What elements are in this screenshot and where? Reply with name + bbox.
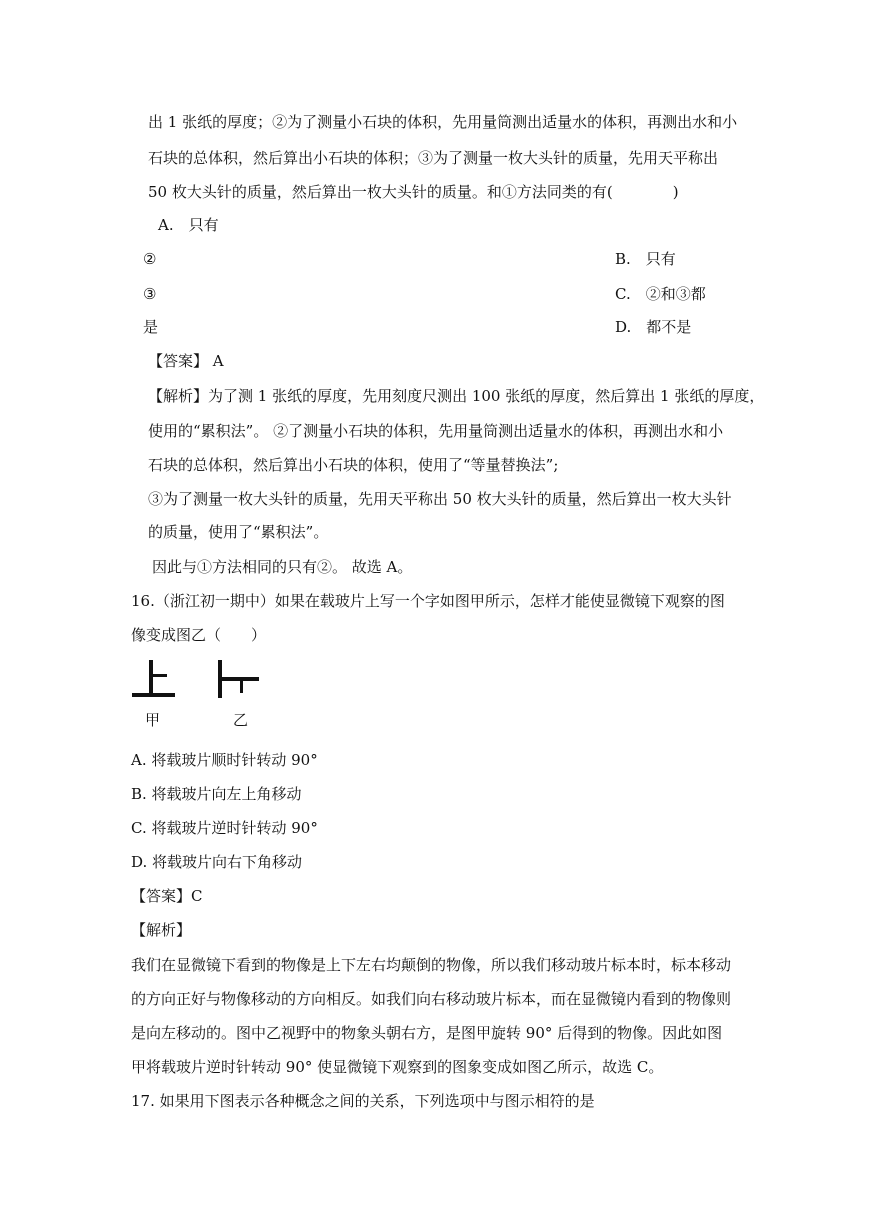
- q16-analysis-title: 【解析】: [131, 921, 192, 939]
- q16-option-a: A. 将载玻片顺时针转动 90°: [131, 751, 318, 769]
- q16-option-c: C. 将载玻片逆时针转动 90°: [131, 819, 318, 837]
- q15-analysis-line-4: ③为了测量一枚大头针的质量，先用天平称出 50 枚大头针的质量，然后算出一枚大头针: [148, 490, 732, 508]
- q15-answer: 【答案】 A: [148, 352, 224, 370]
- q15-option-b: B. 只有: [615, 250, 676, 268]
- q17-stem-line-1: 17. 如果用下图表示各种概念之间的关系，下列选项中与图示相符的是: [131, 1092, 595, 1110]
- figure-jia-character: [132, 658, 176, 698]
- q16-answer: 【答案】C: [131, 887, 203, 905]
- q15-option-c-cont: 是: [143, 318, 159, 336]
- figure-label-yi: 乙: [233, 711, 249, 729]
- q15-analysis-line-6: 因此与①方法相同的只有②。 故选 A。: [152, 558, 413, 576]
- figure-label-jia: 甲: [145, 711, 161, 729]
- q16-analysis-line-1: 我们在显微镜下看到的物像是上下左右均颠倒的物像，所以我们移动玻片标本时，标本移动: [131, 956, 732, 974]
- figure-yi-character: [218, 660, 262, 700]
- q15-stem-line-1: 出 1 张纸的厚度；②为了测量小石块的体积，先用量筒测出适量水的体积，再测出水和小: [148, 113, 738, 131]
- q15-option-c: C. ②和③都: [615, 285, 706, 303]
- q16-option-d: D. 将载玻片向右下角移动: [131, 853, 303, 871]
- q15-analysis-line-5: 的质量，使用了“累积法”。: [148, 523, 329, 541]
- q16-analysis-line-4: 甲将载玻片逆时针转动 90° 使显微镜下观察到的图象变成如图乙所示，故选 C。: [131, 1058, 664, 1076]
- q16-stem-line-2: 像变成图乙（ ）: [131, 626, 267, 644]
- q15-option-d: D. 都不是: [615, 318, 692, 336]
- q15-stem-line-3: 50 枚大头针的质量，然后算出一枚大头针的质量。和①方法同类的有( ): [148, 183, 679, 201]
- q15-analysis-line-2: 使用的“累积法”。 ②了测量小石块的体积，先用量筒测出适量水的体积，再测出水和小: [148, 422, 724, 440]
- q16-analysis-line-3: 是向左移动的。图中乙视野中的物象头朝右方，是图甲旋转 90° 后得到的物像。因此如图: [131, 1024, 723, 1042]
- q15-stem-line-2: 石块的总体积，然后算出小石块的体积；③为了测量一枚大头针的质量，先用天平称出: [148, 149, 719, 167]
- q16-option-b: B. 将载玻片向左上角移动: [131, 785, 302, 803]
- q15-analysis-line-3: 石块的总体积，然后算出小石块的体积，使用了“等量替换法”;: [148, 456, 559, 474]
- q16-stem-line-1: 16.（浙江初一期中）如果在载玻片上写一个字如图甲所示，怎样才能使显微镜下观察的图: [131, 592, 725, 610]
- q15-option-a: A. 只有: [158, 216, 219, 234]
- q15-analysis-line-1: 【解析】为了测 1 张纸的厚度，先用刻度尺测出 100 张纸的厚度，然后算出 1 张纸的厚度，: [148, 387, 765, 405]
- q15-option-b-cont: ③: [143, 285, 157, 303]
- q15-option-a-cont: ②: [143, 250, 157, 268]
- q16-analysis-line-2: 的方向正好与物像移动的方向相反。如我们向右移动玻片标本，而在显微镜内看到的物像则: [131, 990, 732, 1008]
